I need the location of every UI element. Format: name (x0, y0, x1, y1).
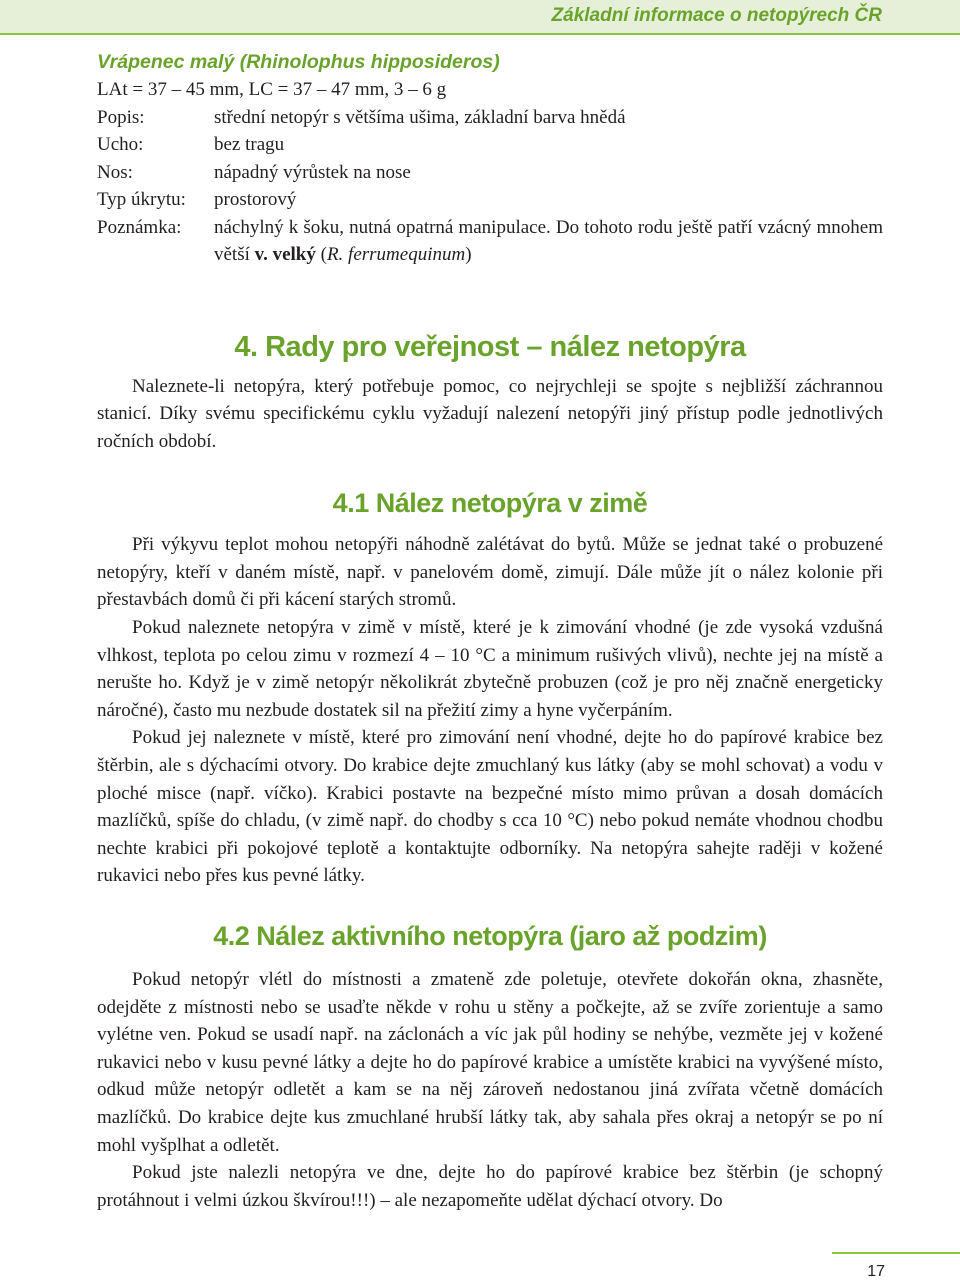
row-label: Nos: (97, 161, 133, 183)
row-value: nápadný výrůstek na nose (214, 161, 411, 183)
row-label: Poznámka: (97, 216, 182, 238)
species-row (97, 131, 883, 159)
paragraph: Pokud jej naleznete v místě, které pro zimování není vhodné, dejte ho do papírové krabice bez štěrbin, ale s dýchacími otvory. Do krabice dejte zmuchlaný kus látky (aby se mohl schovat) a vodu v ploché misce (např. víčko). Krabici postavte na bezpečné místo mimo průvan a dosah domácích mazlíčků, spíše do chladu, (v zimě např. do chodby s cca 10 °C) nebo pokud nemáte vhodnou chodbu nechte krabici při pokojové teplotě a kontaktujte odborníky. Na netopýra sahejte raději v kožené rukavici nebo přes kus pevné látky. (97, 727, 883, 887)
species-row (97, 186, 883, 214)
row-label: Typ úkrytu: (97, 189, 186, 210)
paragraph: Naleznete-li netopýra, který potřebuje pomoc, co nejrychleji se spojte s nejbližší záchrannou stanicí. Díky svému specifickému cyklu vyžadují nalezení netopýři jiný přístup podle jednotlivých ročních období. (97, 375, 883, 452)
note-value (214, 214, 883, 269)
note-bold-name: v. velký (254, 244, 316, 265)
paragraph: Pokud jste nalezli netopýra ve dne, dejte ho do papírové krabice bez štěrbin (je schopný protáhnout i velmi úzkou škvírou!!!) – ale nezapomeňte udělat dýchací otvory. Do (97, 1162, 883, 1211)
section-heading: 4.1 Nález netopýra v zimě (332, 488, 648, 519)
header-bar (0, 0, 960, 35)
paragraph: Při výkyvu teplot mohou netopýři náhodně zalétávat do bytů. Může se jednat také o probuzené netopýry, kteří v daném místě, např. v panelovém domě, zimují. Dále může jít o nález kolonie při přestavbách domů či při kácení starých stromů. (97, 534, 883, 611)
species-title: Vrápenec malý (Rhinolophus hipposideros) (97, 51, 500, 73)
species-note-row (97, 214, 883, 269)
paragraph: Pokud naleznete netopýra v zimě v místě, které je k zimování vhodné (je zde vysoká vzdušná vlhkost, teplota po celou zimu v rozmezí 4 – 10 °C a minimum rušivých vlivů), nechte jej na místě a nerušte ho. Když je v zimě netopýr několikrát zbytečně probuzen (což je pro něj značně energeticky náročné), často mu nezbude dostatek sil na přežití zimy a hyne vyčerpáním. (97, 617, 883, 721)
species-row (97, 104, 883, 132)
note-text: ( (315, 244, 327, 265)
species-row (97, 159, 883, 187)
species-measurements: LAt = 37 – 45 mm, LC = 37 – 47 mm, 3 – 6 g (97, 79, 447, 100)
note-latin-name: R. ferrumequinum (326, 244, 466, 265)
row-label: Popis: (97, 106, 145, 128)
footer-divider (832, 1252, 960, 1254)
note-text: náchylný k šoku, nutná opatrná manipulace. Do tohoto rodu ještě patří vzácný mnohem větší (214, 216, 883, 265)
section-heading: 4. Rady pro veřejnost – nález netopýra (234, 330, 746, 363)
row-value: prostorový (214, 189, 297, 210)
page-content (97, 48, 883, 1214)
note-text: ) (465, 244, 472, 265)
paragraph: Pokud netopýr vlétl do místnosti a zmateně zde poletuje, otevřete dokořán okna, zhasněte, odejděte z místnosti nebo se usaďte někde v rohu u stěny a počkejte, až se zvíře zorientuje a samo vylétne ven. Pokud se usadí např. na záclonách a víc jak půl hodiny se nehýbe, vezměte jej v kožené rukavici nebo v kusu pevné látky a dejte ho do papírové krabice a umístěte krabici na vyvýšené místo, odkud může netopýr odletět a kam se na něj zároveň nedostanou jiná zvířata včetně domácích mazlíčků. Do krabice dejte kus zmuchlané hrubší látky tak, aby sahala přes okraj a netopýr se po ní mohl vyšplhat a odletět. (97, 969, 883, 1156)
row-value: bez tragu (214, 134, 285, 155)
header-title: Základní informace o netopýrech ČR (551, 5, 882, 26)
row-value: střední netopýr s většíma ušima, základní barva hnědá (214, 106, 626, 128)
row-label: Ucho: (97, 134, 144, 155)
page-number: 17 (867, 1263, 885, 1280)
section-heading: 4.2 Nález aktivního netopýra (jaro až podzim) (213, 921, 767, 951)
